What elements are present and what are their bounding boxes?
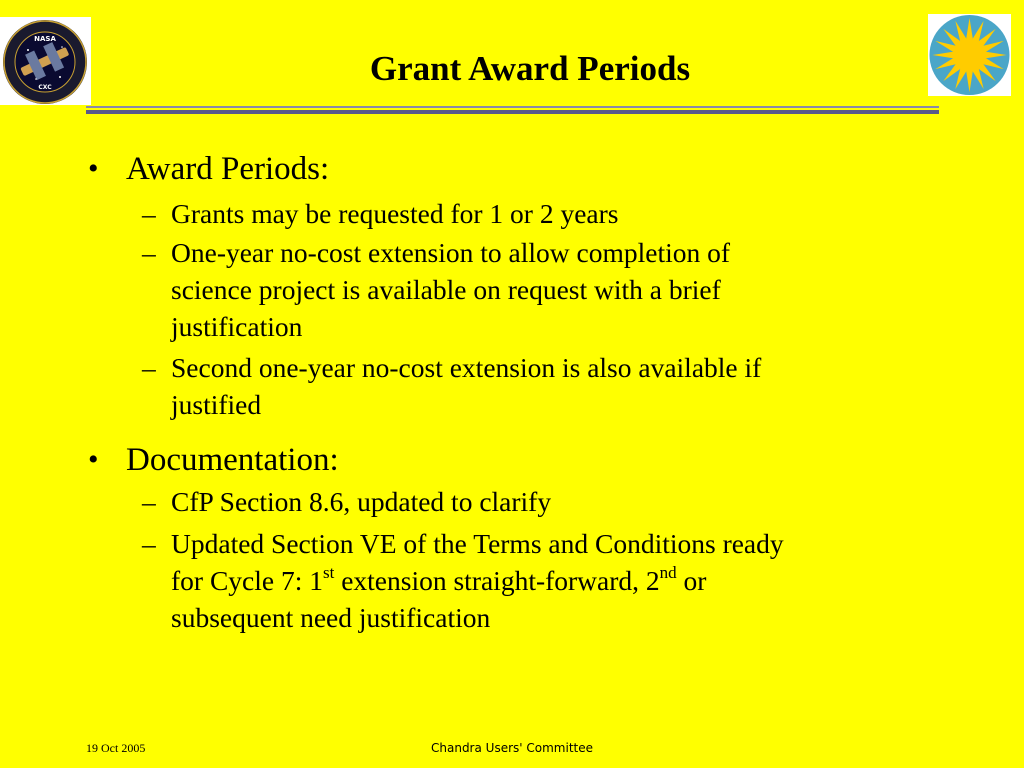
dash-marker: –: [142, 528, 156, 559]
text-fragment: extension straight-forward, 2: [334, 565, 660, 596]
superscript-st: st: [322, 562, 335, 582]
dash-marker: –: [142, 198, 156, 229]
bullet-label: Documentation:: [126, 442, 339, 478]
slide-title: Grant Award Periods: [369, 49, 691, 88]
text-fragment: for Cycle 7: 1: [171, 565, 323, 596]
dash-marker: –: [142, 352, 156, 383]
logo-text-cxc: CXC: [38, 84, 52, 91]
footer-date: 19 Oct 2005: [86, 741, 146, 755]
sub-item-text: justified: [171, 389, 262, 420]
superscript-nd: nd: [659, 562, 677, 582]
title-divider: [86, 106, 939, 108]
chandra-logo-icon: [0, 17, 91, 105]
sub-item-text: justification: [171, 311, 303, 342]
sub-item-text: Grants may be requested for 1 or 2 years: [171, 198, 619, 229]
sub-item-text: Updated Section VE of the Terms and Conditions ready: [171, 528, 784, 559]
sub-item-text: CfP Section 8.6, updated to clarify: [171, 486, 552, 517]
bullet-label: Award Periods:: [126, 151, 330, 187]
dash-marker: –: [142, 486, 156, 517]
footer-title: Chandra Users' Committee: [431, 741, 593, 755]
bullet-dot: •: [88, 152, 99, 185]
sub-item-text: One-year no-cost extension to allow completion of: [171, 237, 731, 268]
smithsonian-sun-logo-icon: [928, 14, 1011, 96]
title-divider-thick: [86, 110, 939, 114]
sub-item-text: subsequent need justification: [171, 602, 491, 633]
text-fragment: or: [676, 565, 707, 596]
sub-item-text: Second one-year no-cost extension is also available if: [171, 352, 762, 383]
sub-item-text: science project is available on request with a brief: [171, 274, 721, 305]
dash-marker: –: [142, 237, 156, 268]
bullet-dot: •: [88, 443, 99, 476]
logo-text-nasa: NASA: [34, 35, 56, 43]
sub-item-text-with-superscripts: [171, 562, 941, 599]
